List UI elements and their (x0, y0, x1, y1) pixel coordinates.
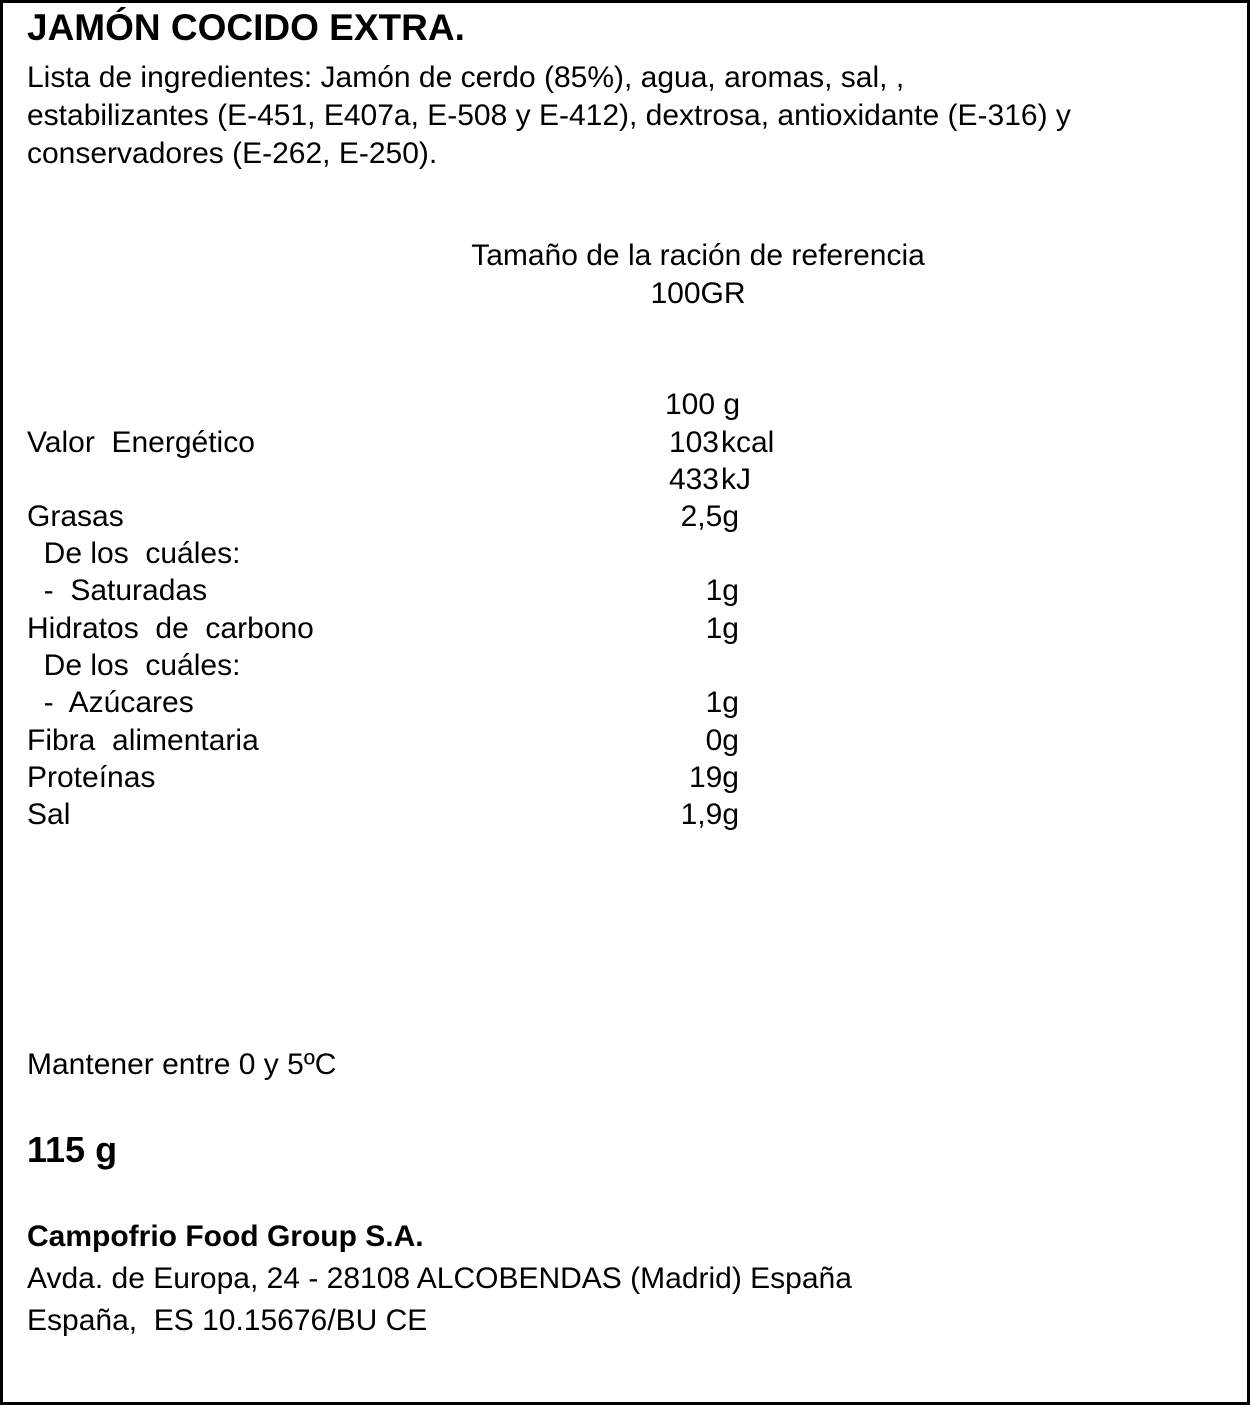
energy-kj-unit: kJ (721, 463, 751, 496)
manufacturer-address: Avda. de Europa, 24 - 28108 ALCOBENDAS (Madrid) España (27, 1262, 852, 1295)
net-weight: 115 g (27, 1129, 118, 1170)
storage-instructions: Mantener entre 0 y 5ºC (27, 1048, 337, 1081)
manufacturer-name: Campofrio Food Group S.A. (27, 1220, 424, 1253)
nutrient-value-sugars: 1g (705, 686, 739, 719)
nutrition-unit-header: 100 g (665, 388, 741, 421)
nutrient-value-fat: 2,5g (680, 500, 739, 533)
nutrient-label-protein: Proteínas (27, 761, 156, 794)
product-title: JAMÓN COCIDO EXTRA. (27, 7, 465, 48)
serving-size: Tamaño de la ración de referencia 100GR (471, 239, 925, 310)
nutrient-label-sugars: - Azúcares (27, 686, 194, 719)
nutrient-value-salt: 1,9g (680, 798, 739, 831)
nutrient-label-of-which: De los cuáles: (27, 649, 241, 682)
nutrient-value-saturated: 1g (705, 574, 739, 607)
energy-kcal-unit: kcal (721, 426, 775, 459)
nutrient-label-fat: Grasas (27, 500, 124, 533)
nutrient-label-of-which: De los cuáles: (27, 537, 241, 570)
energy-kcal-value: 103 (668, 426, 719, 459)
nutrient-label-salt: Sal (27, 798, 71, 831)
nutrient-label-carbohydrates: Hidratos de carbono (27, 612, 314, 645)
ingredients-line: Lista de ingredientes: Jamón de cerdo (85%), agua, aromas, sal, , (27, 61, 905, 94)
nutrient-value-fibre: 0g (705, 724, 739, 757)
energy-label: Valor Energético (27, 426, 255, 459)
nutrient-value-carbohydrates: 1g (705, 612, 739, 645)
ingredients-line: estabilizantes (E-451, E407a, E-508 y E-412), dextrosa, antioxidante (E-316) y (27, 99, 1071, 132)
nutrient-label-saturated: - Saturadas (27, 574, 208, 607)
nutrient-value-protein: 19g (688, 761, 739, 794)
ingredients-line: conservadores (E-262, E-250). (27, 137, 438, 170)
ingredients-list (27, 59, 1071, 173)
health-registry: España, ES 10.15676/BU CE (27, 1304, 428, 1337)
nutrient-label-fibre: Fibra alimentaria (27, 724, 259, 757)
energy-kj-value: 433 (668, 463, 719, 496)
